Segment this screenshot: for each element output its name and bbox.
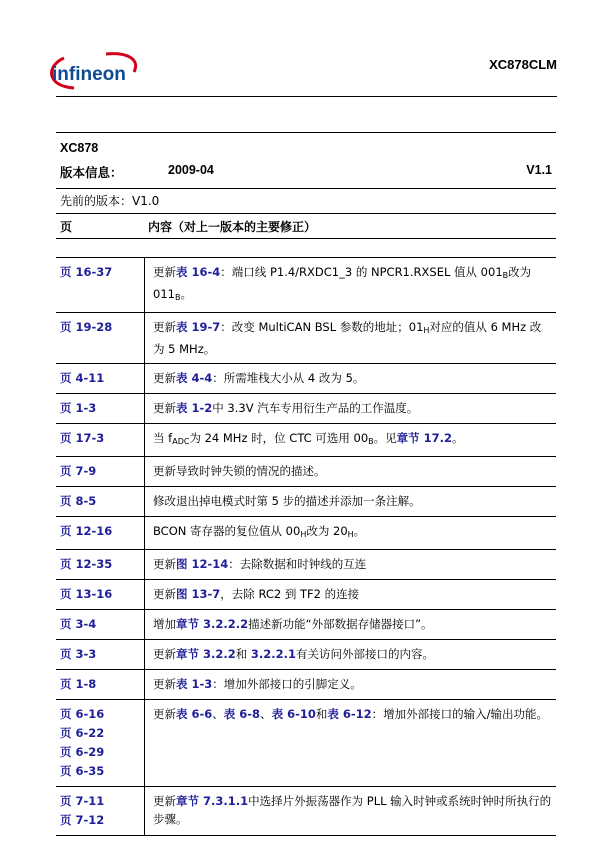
cross-reference-link[interactable]: 表 6-8 — [223, 707, 261, 721]
cross-reference-link[interactable]: 表 6-10 — [271, 707, 316, 721]
page-ref-cell — [56, 550, 145, 580]
description-text: 更新 — [153, 401, 176, 415]
change-description — [145, 457, 557, 487]
description-text: 中选择片外振荡器作为 PLL 输入时钟或系统时钟时所执行的步骤。 — [153, 794, 552, 826]
cross-reference-link[interactable]: 章节 7.3.1.1 — [176, 794, 249, 808]
change-description — [145, 258, 557, 313]
description-text: 中 3.3V 汽车专用衍生产品的工作温度。 — [212, 401, 419, 415]
page-ref-link[interactable]: 页 3-3 — [60, 647, 97, 661]
description-text: ：端口线 P1.4/RXDC1_3 的 NPCR1.RXSEL 值从 001 — [220, 265, 503, 279]
description-text: 更新 — [153, 587, 176, 601]
cross-reference-link[interactable]: 表 16-4 — [176, 265, 221, 279]
release-date: 2009-04 — [168, 163, 214, 177]
page-ref-cell — [56, 258, 145, 313]
change-description — [145, 487, 557, 517]
cross-reference-link[interactable]: 章节 3.2.2 — [176, 647, 236, 661]
description-text: 更新 — [153, 371, 176, 385]
cross-reference-link[interactable]: 章节 3.2.2.2 — [176, 617, 249, 631]
change-description — [145, 424, 557, 457]
revision-row — [56, 487, 556, 517]
description-text: 。 — [180, 287, 192, 301]
description-text: 为 24 MHz 时，位 CTC 可选用 00 — [189, 431, 369, 445]
page-ref-link[interactable]: 页 13-16 — [60, 587, 113, 601]
description-text: 更新 — [153, 557, 176, 571]
change-description — [145, 394, 557, 424]
page-ref-link[interactable]: 页 6-35 — [60, 764, 105, 778]
page-ref-link[interactable]: 页 12-35 — [60, 557, 113, 571]
page-ref-link[interactable]: 页 7-12 — [60, 813, 105, 827]
description-text: 描述新功能“外部数据存储器接口”。 — [248, 617, 433, 631]
description-text: 。见 — [373, 431, 397, 445]
description-text: 。 — [452, 431, 464, 445]
page-ref-link[interactable]: 页 6-16 — [60, 707, 105, 721]
page-ref-link[interactable]: 页 8-5 — [60, 494, 97, 508]
page-ref-link[interactable]: 页 3-4 — [60, 617, 97, 631]
description-text: 更新 — [153, 677, 176, 691]
description-text: ：增加外部接口的输入/输出功能。 — [371, 707, 549, 721]
page-ref-cell — [56, 364, 145, 394]
revision-row — [56, 457, 556, 487]
cross-reference-link[interactable]: 表 1-3 — [176, 677, 213, 691]
description-text: BCON 寄存器的复位值从 00 — [153, 524, 301, 538]
page-ref-cell — [56, 394, 145, 424]
description-text: ：增加外部接口的引脚定义。 — [212, 677, 362, 691]
page-ref-link[interactable]: 页 17-3 — [60, 431, 105, 445]
change-description — [145, 787, 557, 836]
page-ref-cell — [56, 517, 145, 550]
page-ref-cell — [56, 787, 145, 836]
header-rule — [56, 96, 557, 97]
revision-table — [56, 257, 556, 836]
description-text: 更新导致时钟失锁的情况的描述。 — [153, 464, 326, 478]
description-text: 更新 — [153, 647, 176, 661]
subscript: B — [502, 271, 509, 280]
revision-row — [56, 610, 556, 640]
description-text: ：所需堆栈大小从 4 改为 5。 — [212, 371, 365, 385]
cross-reference-link[interactable]: 章节 17.2 — [396, 431, 453, 445]
cross-reference-link[interactable]: 表 19-7 — [176, 320, 221, 334]
revision-row — [56, 700, 556, 787]
revision-row — [56, 364, 556, 394]
revision-row — [56, 517, 556, 550]
subscript: B — [174, 293, 181, 302]
change-description — [145, 580, 557, 610]
change-description — [145, 610, 557, 640]
page-ref-cell — [56, 487, 145, 517]
page-ref-cell — [56, 700, 145, 787]
previous-version: 先前的版本：V1.0 — [56, 188, 556, 213]
page-ref-link[interactable]: 页 6-22 — [60, 726, 105, 740]
subscript: H — [347, 530, 354, 539]
table-header — [56, 213, 556, 238]
change-description — [145, 517, 557, 550]
subscript: H — [423, 326, 430, 335]
description-text: 、 — [260, 707, 272, 721]
page-ref-link[interactable]: 页 16-37 — [60, 265, 113, 279]
cross-reference-link[interactable]: 表 6-12 — [327, 707, 372, 721]
revision-row — [56, 580, 556, 610]
cross-reference-link[interactable]: 3.2.2.1 — [250, 647, 297, 661]
description-text: 和 — [235, 647, 251, 661]
change-description — [145, 313, 557, 364]
page-ref-link[interactable]: 页 6-29 — [60, 745, 105, 759]
description-text: 。 — [353, 524, 366, 538]
page-ref-link[interactable]: 页 12-16 — [60, 524, 113, 538]
description-text: 改为 20 — [306, 524, 348, 538]
description-text: 和 — [315, 707, 328, 721]
description-text: ：改变 MultiCAN BSL 参数的地址；01 — [220, 320, 424, 334]
version-number: V1.1 — [526, 163, 552, 177]
page-ref-link[interactable]: 页 7-11 — [60, 794, 105, 808]
revision-row — [56, 787, 556, 836]
cross-reference-link[interactable]: 表 1-2 — [176, 401, 213, 415]
description-text: ，去除 RC2 到 TF2 的连接 — [220, 587, 360, 601]
description-text: 更新 — [153, 265, 176, 279]
cross-reference-link[interactable]: 表 6-6 — [176, 707, 213, 721]
infineon-logo — [44, 48, 144, 94]
page-ref-cell — [56, 610, 145, 640]
revision-row — [56, 424, 556, 457]
subscript: H — [300, 530, 307, 539]
version-info — [56, 132, 556, 239]
page-ref-link[interactable]: 页 4-11 — [60, 371, 105, 385]
document-title: XC878CLM — [489, 57, 557, 72]
page-ref-cell — [56, 424, 145, 457]
column-page: 页 — [60, 220, 73, 234]
change-description — [145, 700, 557, 787]
logo-text: infineon — [52, 64, 126, 85]
cross-reference-link[interactable]: 图 12-14 — [176, 557, 229, 571]
description-text: 增加 — [153, 617, 176, 631]
change-description — [145, 670, 557, 700]
description-text: 改为 011 — [153, 265, 532, 301]
description-text: ：去除数据和时钟线的互连 — [228, 557, 367, 571]
cross-reference-link[interactable]: 表 4-4 — [176, 371, 213, 385]
version-row — [56, 160, 556, 188]
description-text: 修改退出掉电模式时第 5 步的描述并添加一条注解。 — [153, 494, 421, 508]
revision-row — [56, 258, 556, 313]
revision-row — [56, 670, 556, 700]
change-description — [145, 640, 557, 670]
version-label: 版本信息： — [60, 165, 123, 180]
page-ref-cell — [56, 457, 145, 487]
description-text: 更新 — [153, 794, 176, 808]
description-text: 对应的值从 6 MHz 改为 5 MHz。 — [153, 320, 542, 356]
description-text: 有关访问外部接口的内容。 — [296, 647, 435, 661]
column-content: 内容（对上一版本的主要修正） — [148, 220, 317, 234]
subscript: B — [368, 437, 374, 446]
page-ref-cell — [56, 640, 145, 670]
cross-reference-link[interactable]: 图 13-7 — [176, 587, 221, 601]
change-description — [145, 550, 557, 580]
page-ref-link[interactable]: 页 1-8 — [60, 677, 97, 691]
page-ref-cell — [56, 313, 145, 364]
page-ref-link[interactable]: 页 19-28 — [60, 320, 113, 334]
description-text: 当 f — [153, 431, 173, 445]
revision-row — [56, 394, 556, 424]
description-text: 更新 — [153, 320, 176, 334]
subscript: ADC — [172, 437, 190, 446]
page-ref-cell — [56, 670, 145, 700]
revision-row — [56, 640, 556, 670]
page-ref-link[interactable]: 页 7-9 — [60, 464, 97, 478]
description-text: 、 — [212, 707, 224, 721]
page-ref-cell — [56, 580, 145, 610]
revision-row — [56, 313, 556, 364]
description-text: 更新 — [153, 707, 176, 721]
product-name: XC878 — [60, 141, 99, 155]
page-ref-link[interactable]: 页 1-3 — [60, 401, 97, 415]
revision-row — [56, 550, 556, 580]
change-description — [145, 364, 557, 394]
